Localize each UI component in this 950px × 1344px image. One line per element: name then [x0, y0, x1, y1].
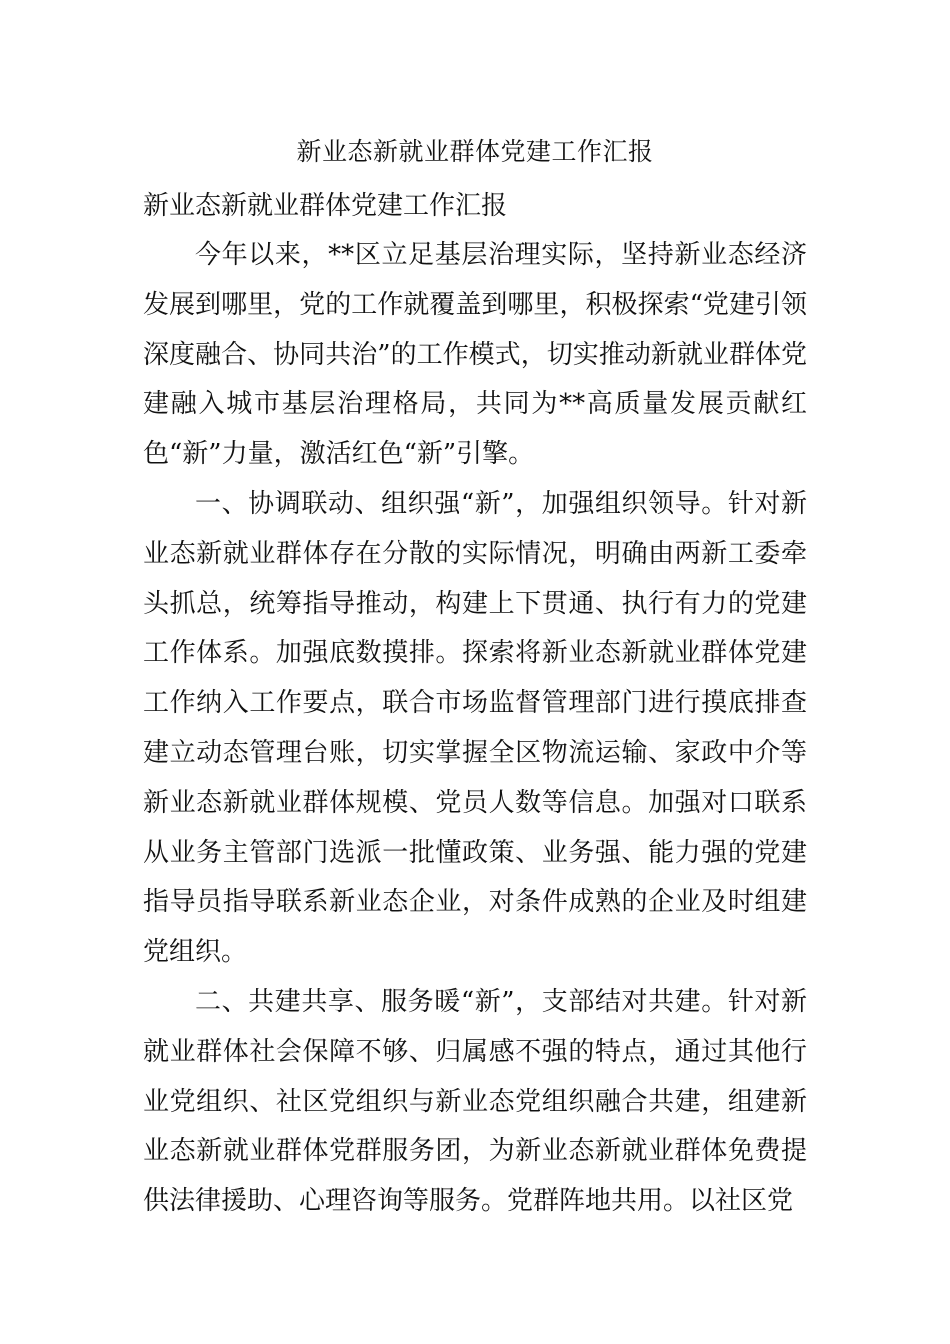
- paragraph-intro: 今年以来，**区立足基层治理实际，坚持新业态经济发展到哪里，党的工作就覆盖到哪里，积极探索“党建引领深度融合、协同共治”的工作模式，切实推动新就业群体党建融入城市基层治理格局，共同为**高质量发展贡献红色“新”力量，激活红色“新”引擎。: [143, 240, 807, 470]
- document-title: 新业态新就业群体党建工作汇报: [296, 137, 654, 166]
- document-body: [143, 181, 807, 1227]
- document-subtitle: 新业态新就业群体党建工作汇报: [143, 191, 508, 221]
- paragraph-section-two: 二、共建共享、服务暖“新”，支部结对共建。针对新就业群体社会保障不够、归属感不强的特点，通过其他行业党组织、社区党组织与新业态党组织融合共建，组建新业态新就业群体党群服务团，为新业态新就业群体免费提供法律援助、心理咨询等服务。党群阵地共用。以社区党: [143, 986, 807, 1217]
- paragraph-section-one: 一、协调联动、组织强“新”，加强组织领导。针对新业态新就业群体存在分散的实际情况，明确由两新工委牵头抓总，统筹指导推动，构建上下贯通、执行有力的党建工作体系。加强底数摸排。探索将新业态新就业群体党建工作纳入工作要点，联合市场监督管理部门进行摸底排查建立动态管理台账，切实掌握全区物流运输、家政中介等新业态新就业群体规模、党员人数等信息。加强对口联系从业务主管部门选派一批懂政策、业务强、能力强的党建指导员指导联系新业态企业，对条件成熟的企业及时组建党组织。: [143, 488, 807, 968]
